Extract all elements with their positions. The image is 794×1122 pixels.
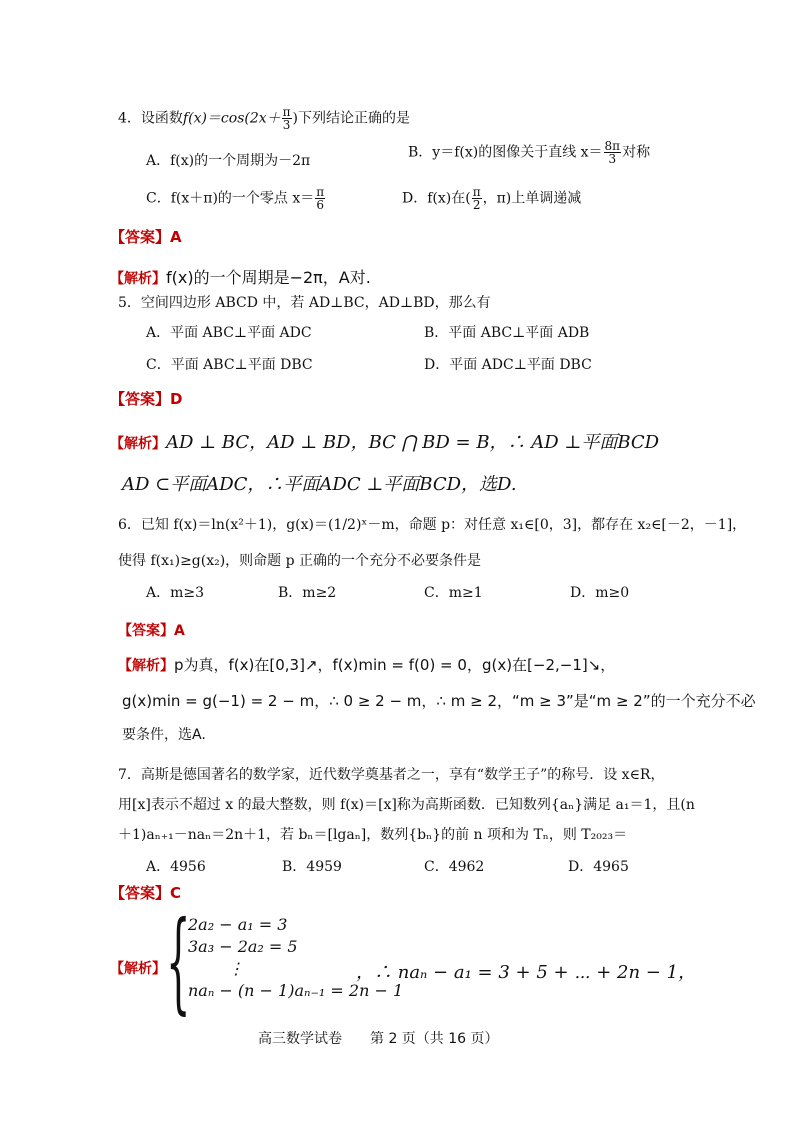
q7-system-row: 2a₂ − a₁ = 3 xyxy=(188,915,288,934)
q5-option-b: B．平面 ABC⊥平面 ADB xyxy=(424,325,590,341)
q6-stem-line1: 6．已知 f(x)＝ln(x²＋1)，g(x)＝(1/2)ˣ－m，命题 p：对任意 x₁∈[0，3]，都存在 x₂∈[－2，－1]， xyxy=(118,517,747,533)
q6-analysis-line1: 【解析】p为真，f(x)在[0,3]↗，f(x)min = f(0) = 0，g(x)在[−2,−1]↘， xyxy=(118,656,616,674)
q4-option-c: C．f(x＋π)的一个零点 x＝ $\frac{\pi}{6}$ xyxy=(146,185,325,212)
q5-stem: 5．空间四边形 ABCD 中，若 AD⊥BC，AD⊥BD，那么有 xyxy=(118,295,491,311)
q6-option-c: C．m≥1 xyxy=(424,585,483,601)
q7-system-row: ⋮ xyxy=(228,959,244,978)
q6-analysis-line2: g(x)min = g(−1) = 2 − m，∴ 0 ≥ 2 − m，∴ m ≥ 2，“m ≥ 3”是“m ≥ 2”的一个充分不必 xyxy=(122,692,756,710)
q6-stem-line2: 使得 f(x₁)≥g(x₂)，则命题 p 正确的一个充分不必要条件是 xyxy=(118,553,482,569)
q7-option-c: C．4962 xyxy=(424,859,485,875)
q7-analysis-tail: ，∴ naₙ − a₁ = 3 + 5 + ⋯ + 2n − 1， xyxy=(356,962,697,983)
q4-analysis: 【解析】f(x)的一个周期是−2π，A对. xyxy=(110,268,371,287)
page-footer: 高三数学试卷 第 2 页（共 16 页） xyxy=(258,1031,499,1047)
q4-answer: 【答案】A xyxy=(110,228,182,246)
q5-analysis-line1: 【解析】AD ⊥ BC，AD ⊥ BD，BC ⋂ BD = B，∴ AD ⊥平面BCD xyxy=(110,432,660,453)
q5-option-d: D．平面 ADC⊥平面 DBC xyxy=(424,357,592,373)
q5-answer: 【答案】D xyxy=(110,390,183,408)
q7-option-a: A．4956 xyxy=(146,859,206,875)
q4-stem: 4．设函数f(x)＝cos(2x＋ $\frac{\pi}{3}$ )下列结论正确的是 xyxy=(118,105,411,132)
q4-option-a: A．f(x)的一个周期为－2π xyxy=(146,153,311,169)
q7-brace: { xyxy=(166,897,191,1025)
q6-analysis-line3: 要条件，选A. xyxy=(122,727,206,743)
q7-answer: 【答案】C xyxy=(110,884,182,902)
q4-option-d: D．f(x)在( $\frac{\pi}{2}$ ，π)上单调递减 xyxy=(402,185,582,212)
q7-stem-line1: 7．高斯是德国著名的数学家，近代数学奠基者之一，享有“数学王子”的称号．设 x∈R， xyxy=(118,767,665,783)
q7-option-d: D．4965 xyxy=(568,859,629,875)
q4-option-b: B．y＝f(x)的图像关于直线 x＝ $\frac{8\pi}{3}$ 对称 xyxy=(408,139,651,166)
q7-stem-line2: 用[x]表示不超过 x 的最大整数，则 f(x)＝[x]称为高斯函数．已知数列{aₙ}满足 a₁＝1，且(n xyxy=(118,797,695,813)
q4-frac: $\frac{\pi}{3}$ xyxy=(282,105,291,132)
q7-system-row: 3a₃ − 2a₂ = 5 xyxy=(188,937,298,956)
q7-system-row: naₙ − (n − 1)aₙ₋₁ = 2n − 1 xyxy=(188,981,404,1000)
q6-option-d: D．m≥0 xyxy=(570,585,630,601)
q7-option-b: B．4959 xyxy=(282,859,342,875)
q6-option-b: B．m≥2 xyxy=(278,585,337,601)
q5-analysis-line2: AD ⊂平面ADC，∴平面ADC ⊥平面BCD，选D. xyxy=(122,474,517,495)
q7-analysis-tag: 【解析】 xyxy=(110,961,166,977)
q7-stem-line3: ＋1)aₙ₊₁－naₙ＝2n＋1，若 bₙ＝[lgaₙ]，数列{bₙ}的前 n 项和为 Tₙ，则 T₂₀₂₃＝ xyxy=(118,827,628,843)
q6-answer: 【答案】A xyxy=(118,623,185,639)
q5-option-c: C．平面 ABC⊥平面 DBC xyxy=(146,357,313,373)
q6-option-a: A．m≥3 xyxy=(146,585,205,601)
q5-option-a: A．平面 ABC⊥平面 ADC xyxy=(146,325,312,341)
